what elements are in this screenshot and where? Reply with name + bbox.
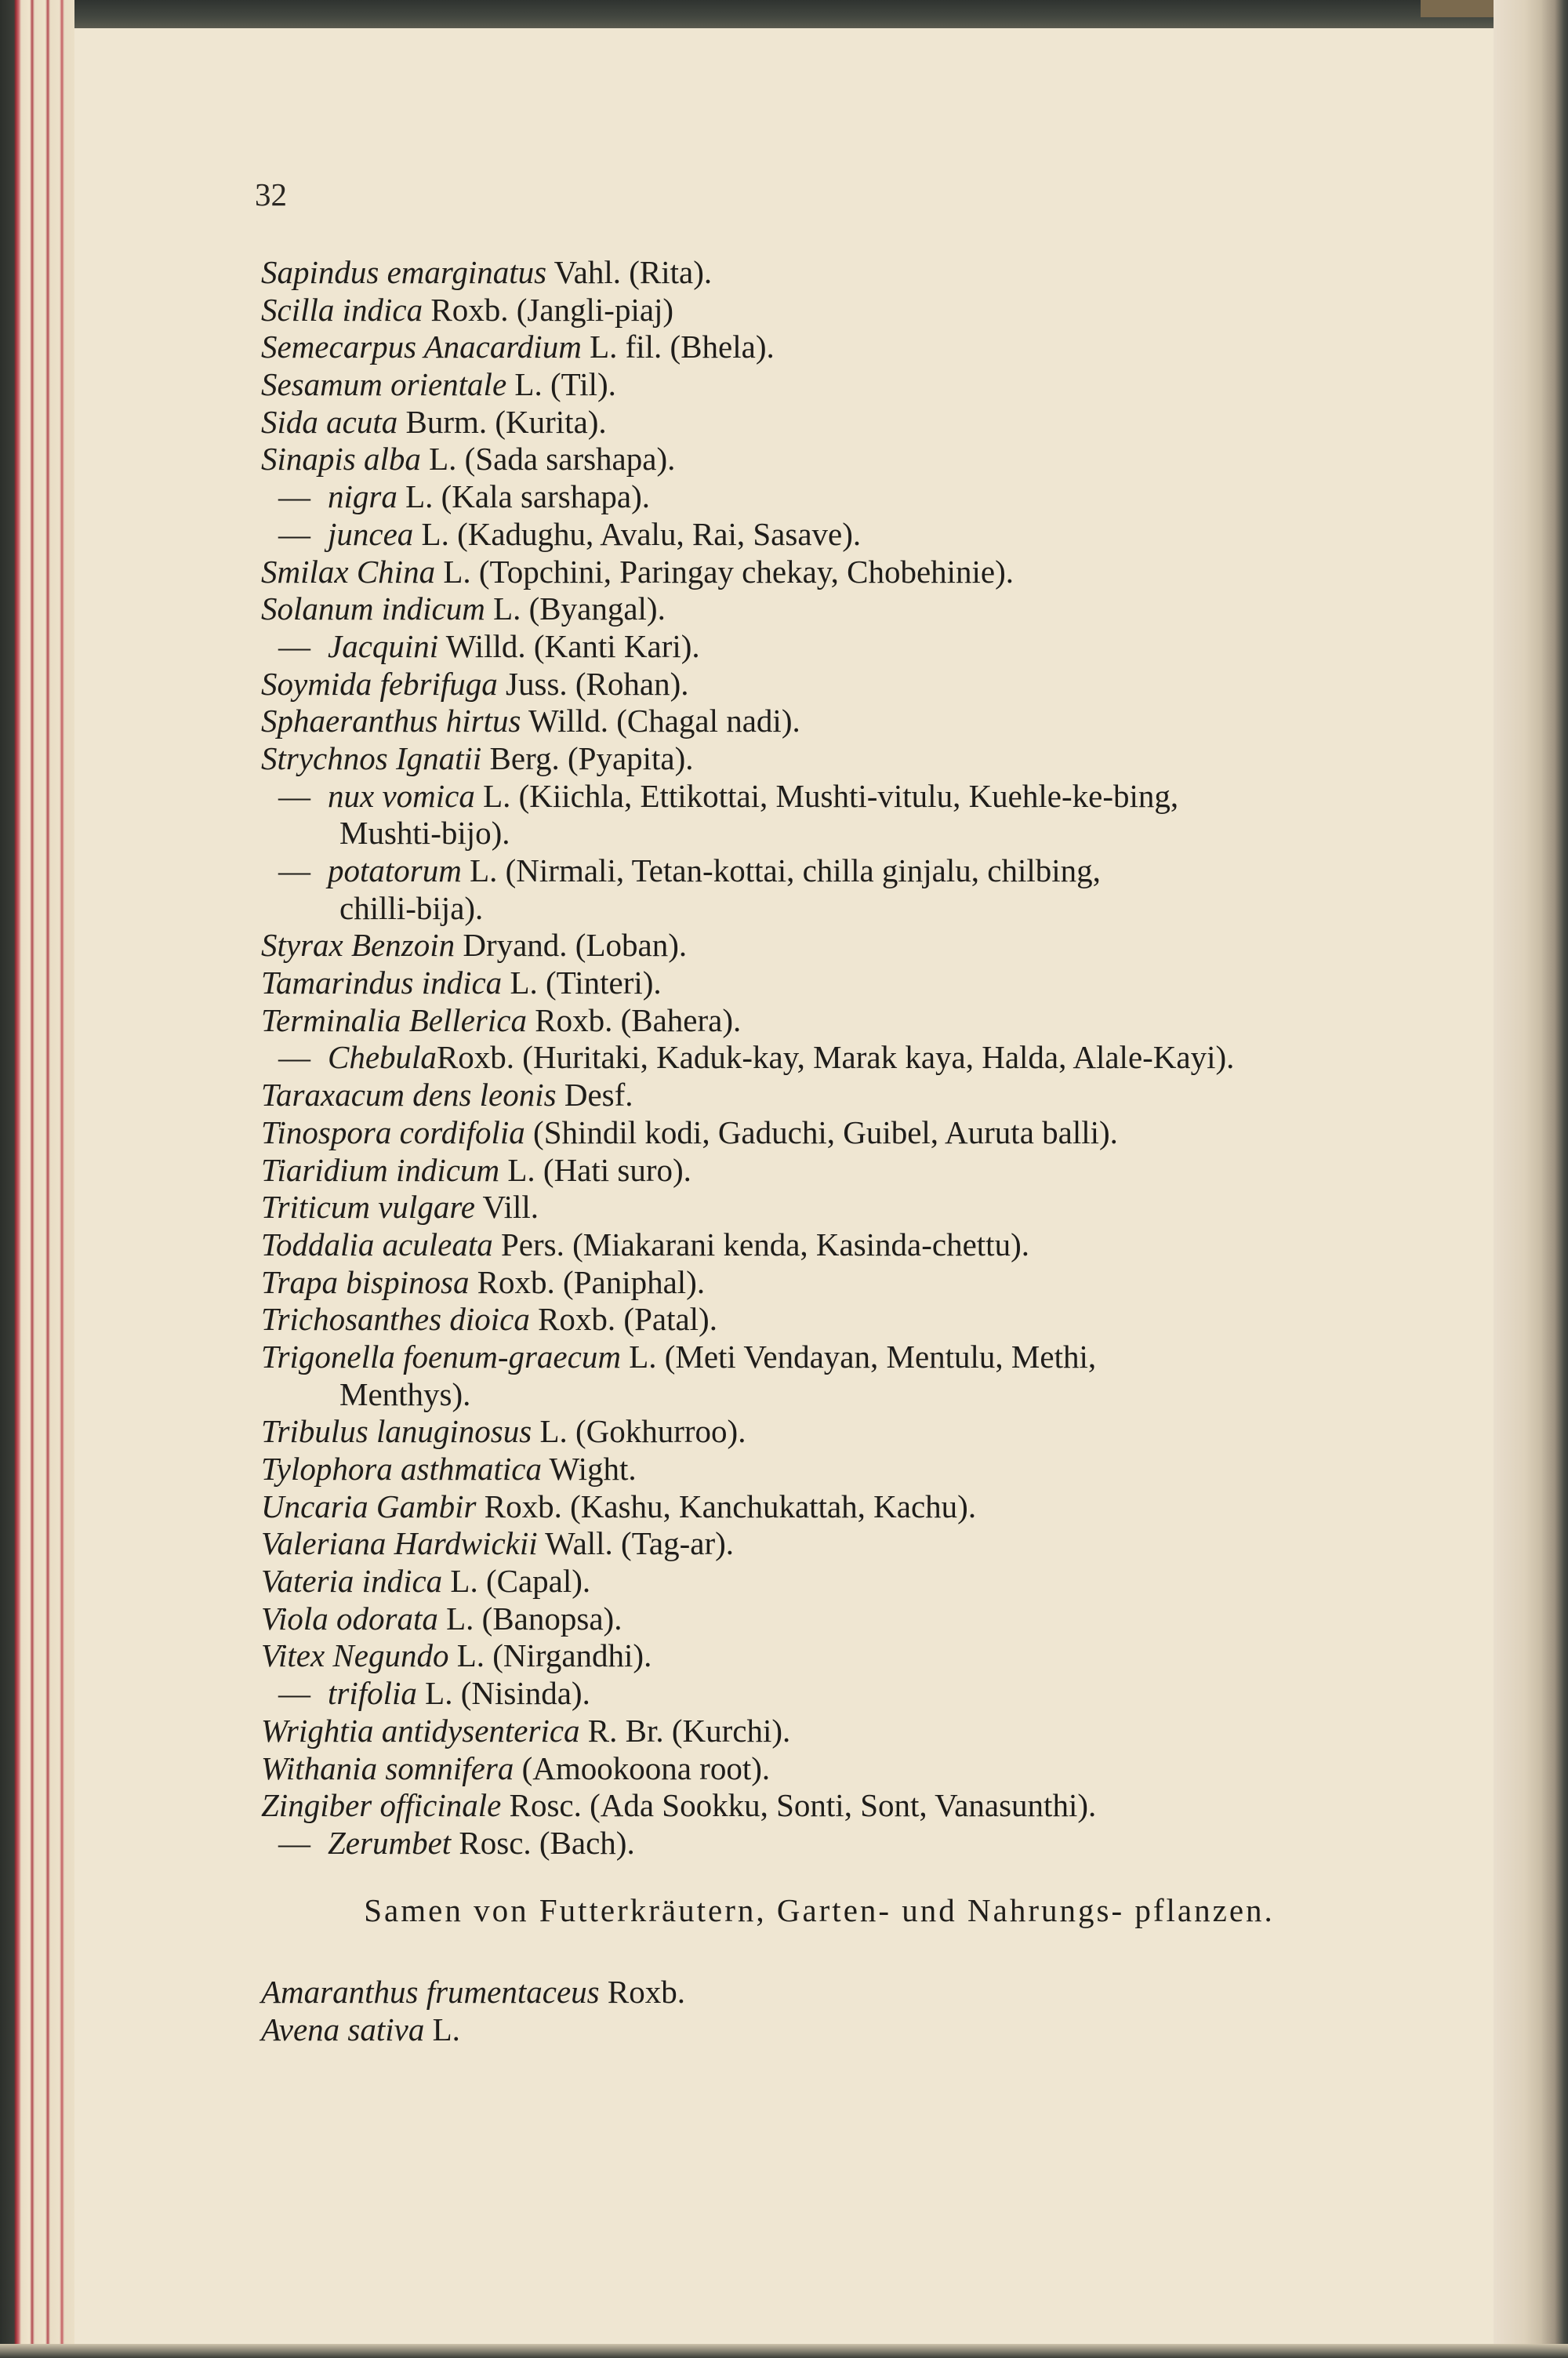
species-details: L. (Kiichla, Ettikottai, Mushti-vitulu, Kuehle-ke-bing, <box>474 777 1179 814</box>
book-binding-left <box>0 0 74 2358</box>
species-name: Avena sativa <box>261 2011 425 2047</box>
species-name: Sesamum orientale <box>261 366 507 403</box>
book-binding-top <box>0 0 1568 28</box>
species-details: Willd. (Kanti Kari). <box>438 627 700 664</box>
list-item <box>261 1077 1359 1114</box>
list-item <box>261 554 1359 591</box>
species-details: Roxb. (Kashu, Kanchukattah, Kachu). <box>476 1488 977 1524</box>
species-details: L. (Capal). <box>442 1563 591 1600</box>
species-details: Juss. (Rohan). <box>497 665 689 702</box>
species-name: Tiaridium indicum <box>261 1151 500 1188</box>
list-item <box>261 1189 1359 1226</box>
species-name: Wrightia antidysenterica <box>261 1712 580 1749</box>
list-item <box>261 329 1359 366</box>
species-name: Zerumbet <box>328 1824 452 1861</box>
species-details: Vahl. (Rita). <box>546 254 713 290</box>
list-item <box>261 478 1359 516</box>
species-details: Rosc. (Bach). <box>451 1824 635 1861</box>
list-item <box>261 404 1359 441</box>
species-details: L. (Nirgandhi). <box>448 1637 652 1674</box>
species-details: L. (Banopsa). <box>437 1600 622 1637</box>
list-item <box>261 666 1359 703</box>
species-name: Sinapis alba <box>261 441 421 478</box>
species-details: L. (Sada sarshapa). <box>420 441 676 478</box>
ditto-dash: — <box>278 1824 310 1861</box>
species-name: Trigonella foenum-graecum <box>261 1338 621 1375</box>
list-item <box>261 516 1359 554</box>
list-item <box>261 965 1359 1002</box>
species-details: L. (Kala sarshapa). <box>397 478 651 515</box>
species-name: Solanum indicum <box>261 590 485 627</box>
list-item <box>261 1264 1359 1302</box>
list-item <box>261 927 1359 965</box>
list-item <box>261 1301 1359 1339</box>
species-details: L. (Hati suro). <box>499 1151 691 1188</box>
list-item <box>261 1600 1359 1638</box>
species-name: Vateria indica <box>261 1563 443 1600</box>
species-details: Roxb. (Patal). <box>529 1301 717 1338</box>
species-name: Tylophora asthmatica <box>261 1451 542 1488</box>
species-name: Trapa bispinosa <box>261 1263 470 1300</box>
ditto-dash: — <box>278 1675 310 1712</box>
species-name: Uncaria Gambir <box>261 1488 477 1524</box>
list-item <box>261 590 1359 628</box>
species-name: Strychnos Ignatii <box>261 739 482 776</box>
list-item <box>261 740 1359 778</box>
species-details: Desf. <box>556 1077 633 1114</box>
list-item <box>261 2011 685 2049</box>
ditto-dash: — <box>278 478 310 515</box>
species-details: Burm. (Kurita). <box>397 403 607 440</box>
list-item <box>261 628 1359 666</box>
list-item <box>261 441 1359 478</box>
species-details: (Shindil kodi, Gaduchi, Guibel, Auruta balli). <box>524 1114 1118 1150</box>
list-item <box>261 1750 1359 1788</box>
list-item <box>261 1226 1359 1264</box>
species-name: Sphaeranthus hirtus <box>261 703 521 739</box>
species-details: (Amookoona root). <box>514 1749 771 1786</box>
species-details-continued: Mushti-bijo). <box>339 815 510 852</box>
species-details: Berg. (Pyapita). <box>481 739 694 776</box>
species-details: Vill. <box>474 1189 539 1226</box>
list-item <box>261 1525 1359 1563</box>
species-name: Tribulus lanuginosus <box>261 1413 532 1450</box>
section-heading: Samen von Futterkräutern, Garten- und Nahrungs- pflanzen. <box>364 1892 1275 1928</box>
list-item <box>261 1114 1359 1152</box>
species-name: Toddalia aculeata <box>261 1226 493 1263</box>
species-name: Valeriana Hardwickii <box>261 1525 538 1562</box>
ditto-dash: — <box>278 852 310 889</box>
species-list <box>261 254 1359 1862</box>
list-item <box>261 1413 1359 1451</box>
species-details: L. (Nirmali, Tetan-kottai, chilla ginjalu, chilbing, <box>461 852 1101 889</box>
species-details: Wall. (Tag-ar). <box>537 1525 735 1562</box>
species-details: L. fil. (Bhela). <box>581 329 775 365</box>
species-name: Sapindus emarginatus <box>261 254 547 290</box>
species-details: Willd. (Chagal nadi). <box>521 703 800 739</box>
list-item <box>261 1713 1359 1750</box>
species-name: nux vomica <box>328 777 475 814</box>
species-name: Taraxacum dens leonis <box>261 1077 557 1114</box>
book-binding-bottom <box>0 2344 1568 2358</box>
species-details: L. (Tinteri). <box>502 965 662 1001</box>
list-item <box>261 1488 1359 1526</box>
species-details: R. Br. (Kurchi). <box>579 1712 791 1749</box>
list-item <box>261 1039 1359 1077</box>
section-species-list <box>261 1974 685 2048</box>
species-details-continued: Menthys). <box>339 1375 471 1412</box>
list-item <box>261 852 1351 927</box>
species-name: Jacquini <box>328 627 439 664</box>
species-details: Wight. <box>542 1451 637 1488</box>
species-name: Tamarindus indica <box>261 965 503 1001</box>
list-item <box>261 254 1359 292</box>
species-name: Amaranthus frumentaceus <box>261 1974 600 2010</box>
list-item <box>261 1339 1351 1413</box>
species-details: Roxb. (Jangli-piaj) <box>423 291 674 328</box>
page-number: 32 <box>255 176 287 213</box>
species-details: Roxb. (Paniphal). <box>469 1263 706 1300</box>
species-name: Styrax Benzoin <box>261 927 456 964</box>
species-name: Triticum vulgare <box>261 1189 475 1226</box>
list-item <box>261 1563 1359 1600</box>
species-details: Roxb. (Huritaki, Kaduk-kay, Marak kaya, Halda, Alale-Kayi). <box>436 1039 1235 1076</box>
species-name: Smilax China <box>261 553 436 590</box>
list-item <box>261 703 1359 740</box>
list-item <box>261 1974 685 2011</box>
species-details: Pers. (Miakarani kenda, Kasinda-chettu). <box>492 1226 1029 1263</box>
list-item <box>261 1637 1359 1675</box>
species-details: L. (Topchini, Paringay chekay, Chobehinie). <box>435 553 1014 590</box>
species-details: Rosc. (Ada Sookku, Sonti, Sont, Vanasunthi). <box>501 1787 1097 1824</box>
species-details: L. (Meti Vendayan, Mentulu, Methi, <box>620 1338 1097 1375</box>
species-details-continued: chilli-bija). <box>339 889 484 926</box>
species-name: Sida acuta <box>261 403 398 440</box>
species-details: L. <box>424 2011 460 2047</box>
list-item <box>261 778 1351 852</box>
ditto-dash: — <box>278 627 310 664</box>
species-name: Trichosanthes dioica <box>261 1301 530 1338</box>
species-details: L. (Nisinda). <box>416 1675 590 1712</box>
species-name: Zingiber officinale <box>261 1787 502 1824</box>
species-name: potatorum <box>328 852 462 889</box>
species-name: Terminalia Bellerica <box>261 1001 527 1038</box>
species-name: Withania somnifera <box>261 1749 514 1786</box>
species-name: Chebula <box>328 1039 437 1076</box>
species-name: Soymida febrifuga <box>261 665 498 702</box>
species-name: nigra <box>328 478 397 515</box>
species-name: trifolia <box>328 1675 417 1712</box>
list-item <box>261 1002 1359 1040</box>
species-name: Tinospora cordifolia <box>261 1114 525 1150</box>
species-name: juncea <box>328 515 414 552</box>
species-details: L. (Gokhurroo). <box>532 1413 746 1450</box>
ditto-dash: — <box>278 515 310 552</box>
species-details: Roxb. <box>599 1974 685 2010</box>
species-name: Semecarpus Anacardium <box>261 329 582 365</box>
list-item <box>261 1152 1359 1190</box>
list-item <box>261 1451 1359 1488</box>
list-item <box>261 292 1359 329</box>
species-details: L. (Til). <box>506 366 616 403</box>
species-details: Dryand. (Loban). <box>455 927 688 964</box>
list-item <box>261 1675 1359 1713</box>
species-details: Roxb. (Bahera). <box>527 1001 742 1038</box>
ditto-dash: — <box>278 1039 310 1076</box>
list-item <box>261 1825 1359 1862</box>
species-details: L. (Byangal). <box>485 590 666 627</box>
species-name: Vitex Negundo <box>261 1637 449 1674</box>
species-name: Viola odorata <box>261 1600 438 1637</box>
ditto-dash: — <box>278 777 310 814</box>
list-item <box>261 366 1359 404</box>
list-item <box>261 1787 1359 1825</box>
species-details: L. (Kadughu, Avalu, Rai, Sasave). <box>413 515 862 552</box>
species-name: Scilla indica <box>261 291 423 328</box>
book-binding-right <box>1494 0 1568 2358</box>
